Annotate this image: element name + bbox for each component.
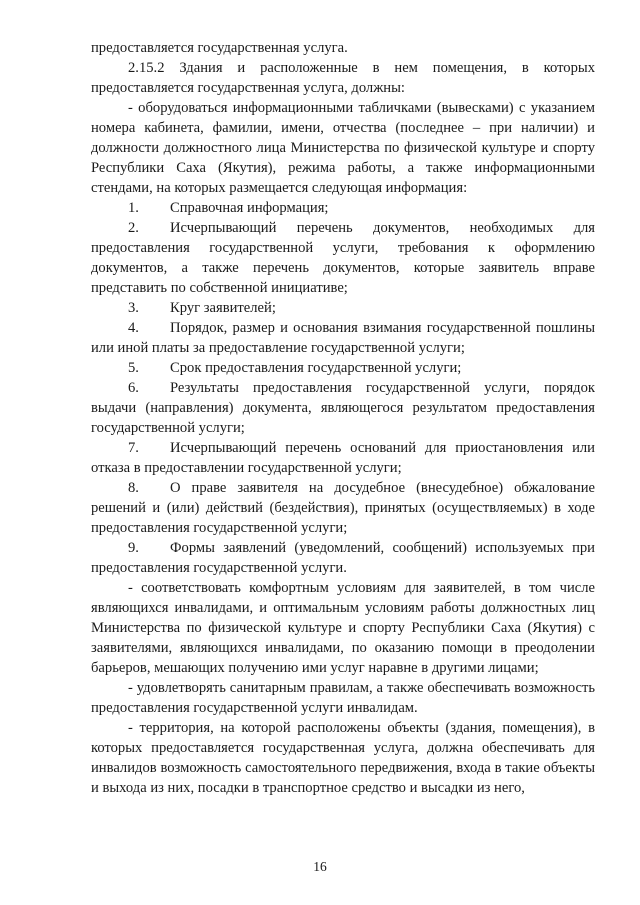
list-item-number: 9. xyxy=(128,540,139,556)
list-item xyxy=(91,438,595,478)
bullet-territory: - территория, на которой расположены объекты (здания, помещения), в которых предоставляется государственная услуга, должна обеспечивать для инвалидов возможность самостоятельного передвижения, входа в такие объекты и выхода из них, посадки в транспортное средство и высадки из него, xyxy=(91,720,595,796)
list-item-number: 3. xyxy=(128,300,139,316)
list-item-text: Срок предоставления государственной услуги; xyxy=(170,360,462,376)
list-item-number: 5. xyxy=(128,360,139,376)
list-item xyxy=(91,358,595,378)
list-item xyxy=(91,378,595,438)
list-item-number: 8. xyxy=(128,480,139,496)
list-item-text: Формы заявлений (уведомлений, сообщений) используемых при предоставления государственной услуги. xyxy=(91,540,595,576)
list-item-text: Круг заявителей; xyxy=(170,300,276,316)
list-item-text: Исчерпывающий перечень оснований для приостановления или отказа в предоставлении государственной услуги; xyxy=(91,440,595,476)
page-number: 16 xyxy=(313,859,327,874)
list-item-text: Исчерпывающий перечень документов, необходимых для предоставления государственной услуги, требования к оформлению документов, а также перечень документов, которые заявитель вправе представить по собственной инициативе; xyxy=(91,220,595,296)
list-item-text: О праве заявителя на досудебное (внесудебное) обжалование решений и (или) действий (бездействия), принятых (осуществляемых) в ходе предоставления государственной услуги; xyxy=(91,480,595,536)
list-item xyxy=(91,478,595,538)
info-list xyxy=(91,198,595,578)
list-item-text: Порядок, размер и основания взимания государственной пошлины или иной платы за предоставление государственной услуги; xyxy=(91,320,595,356)
list-item-number: 6. xyxy=(128,380,139,396)
list-item xyxy=(91,318,595,358)
list-item xyxy=(91,198,595,218)
list-item xyxy=(91,218,595,298)
bullet-comfort: - соответствовать комфортным условиям для заявителей, в том числе являющихся инвалидами, и оптимальным условиям работы должностных лиц Министерства по физической культуре и спорту Республики Саха (Якутия) с заявителями, являющихся инвалидами, по оказанию помощи в преодолении барьеров, мешающих получению ими услуг наравне в другими лицами; xyxy=(91,580,595,676)
intro-bullet: - оборудоваться информационными табличками (вывесками) с указанием номера кабинета, фамилии, имени, отчества (последнее – при наличии) и должности должностного лица Министерства по физической культуре и спорту Республики Саха (Якутия), режима работы, а также информационными стендами, на которых размещается следующая информация: xyxy=(91,100,595,196)
bullet-sanitary: - удовлетворять санитарным правилам, а также обеспечивать возможность предоставления государственной услуги инвалидам. xyxy=(91,680,595,716)
list-item-number: 4. xyxy=(128,320,139,336)
list-item xyxy=(91,298,595,318)
list-item-text: Справочная информация; xyxy=(170,200,329,216)
section-heading: 2.15.2 Здания и расположенные в нем помещения, в которых предоставляется государственная услуга, должны: xyxy=(91,60,595,96)
list-item-text: Результаты предоставления государственной услуги, порядок выдачи (направления) документа, являющегося результатом предоставления государственной услуги; xyxy=(91,380,595,436)
list-item-number: 2. xyxy=(128,220,139,236)
list-item xyxy=(91,538,595,578)
list-item-number: 7. xyxy=(128,440,139,456)
list-item-number: 1. xyxy=(128,200,139,216)
document-body xyxy=(91,38,595,798)
lead-line: предоставляется государственная услуга. xyxy=(91,40,348,56)
